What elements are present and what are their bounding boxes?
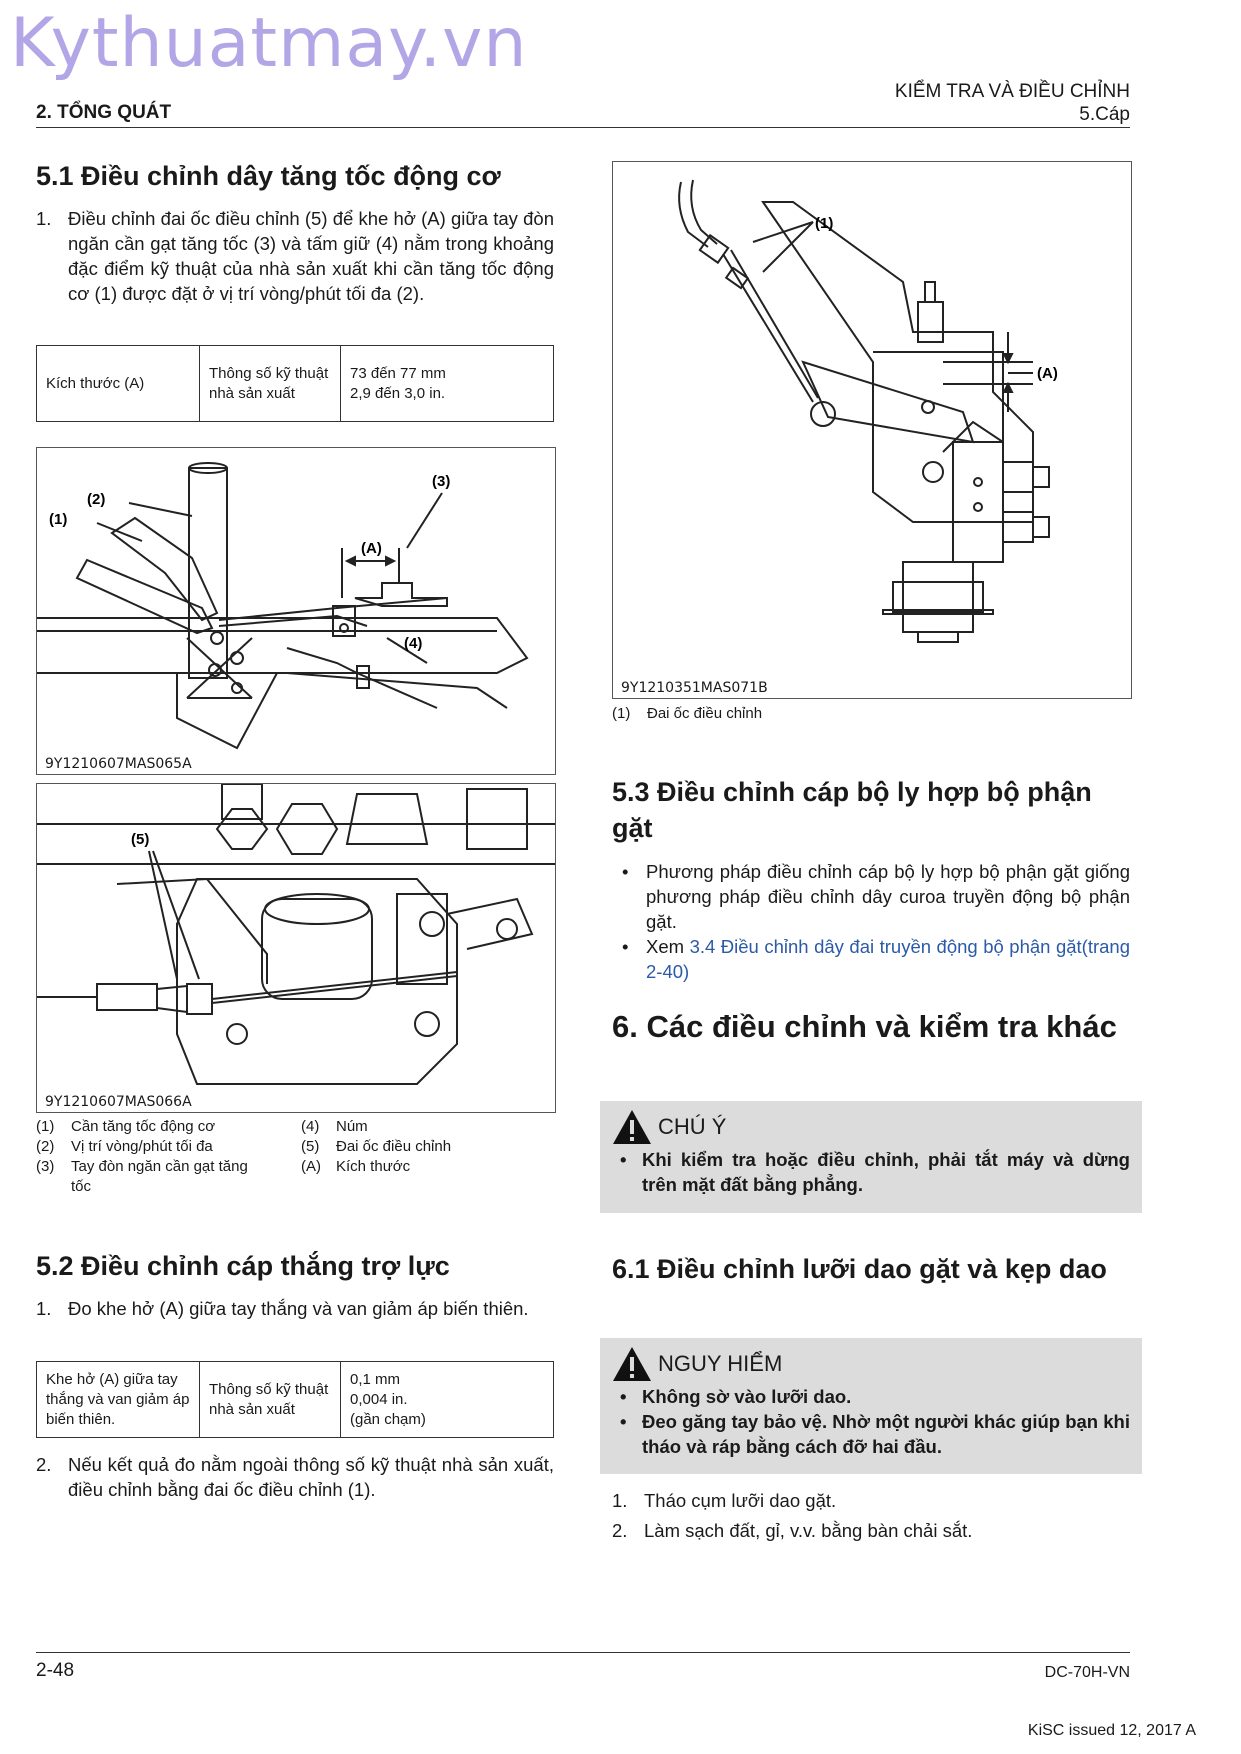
spec-value-note: (gần chạm)	[350, 1410, 426, 1428]
caption-num: (3)	[36, 1158, 55, 1175]
danger-triangle-icon	[612, 1346, 652, 1382]
figure-code: 9Y1210607MAS065A	[45, 756, 192, 772]
caption-num: (A)	[301, 1158, 321, 1175]
section-5-2-step-1	[36, 1296, 554, 1321]
step-text: Tháo cụm lưỡi dao gặt.	[644, 1490, 837, 1511]
warning-triangle-icon	[612, 1109, 652, 1145]
caption-num: (4)	[301, 1118, 320, 1135]
section-5-2-step-2	[36, 1452, 554, 1502]
cross-reference-link[interactable]: 3.4 Điều chỉnh dây đai truyền động bộ phận gặt(trang 2-40)	[646, 936, 1130, 982]
caption-text: Kích thước	[336, 1158, 411, 1175]
caption-text: Cần tăng tốc động cơ	[71, 1118, 216, 1135]
caution-header	[600, 1101, 1142, 1145]
spec-label: Khe hở (A) giữa tay thắng và van giảm áp biến thiên.	[37, 1362, 200, 1438]
caption-num: (5)	[301, 1138, 320, 1155]
step-number: 1.	[36, 208, 52, 229]
figure-code: 9Y1210607MAS066A	[45, 1094, 192, 1110]
caution-title: CHÚ Ý	[658, 1114, 727, 1139]
spec-source: Thông số kỹ thuật nhà sản xuất	[200, 346, 341, 422]
callout-5: (5)	[131, 831, 150, 848]
spec-value-imperial: 2,9 đến 3,0 in.	[350, 384, 446, 402]
callout-1: (1)	[49, 511, 68, 528]
page-number: 2-48	[36, 1660, 75, 1681]
caption-num: (2)	[36, 1138, 55, 1155]
step-text: Đo khe hở (A) giữa tay thắng và van giảm áp biến thiên.	[68, 1298, 529, 1319]
figure-adjusting-nut	[36, 783, 556, 1113]
step-text: Làm sạch đất, gỉ, v.v. bằng bàn chải sắt.	[644, 1520, 973, 1541]
watermark-logo: Kythuatmay.vn	[10, 4, 528, 83]
step-number: 2.	[36, 1454, 52, 1475]
callout-2: (2)	[87, 491, 106, 508]
adjusting-nut-drawing	[37, 784, 555, 1112]
figure-captions	[36, 1117, 554, 1197]
bullet-prefix: Xem	[646, 936, 690, 957]
caption-text: Đai ốc điều chỉnh	[647, 705, 763, 722]
section-5-2-title: 5.2 Điều chỉnh cáp thắng trợ lực	[36, 1251, 450, 1281]
brake-valve-drawing	[613, 162, 1131, 698]
step-text: Nếu kết quả đo nằm ngoài thông số kỹ thuật nhà sản xuất, điều chỉnh bằng đai ốc điều chỉnh (1).	[68, 1454, 554, 1500]
section-6-1-step-1	[612, 1488, 1130, 1513]
spec-value-imperial: 0,004 in.	[350, 1390, 408, 1408]
spec-value-metric: 0,1 mm	[350, 1370, 401, 1388]
header-section-title: KIỂM TRA VÀ ĐIỀU CHỈNH	[894, 81, 1130, 102]
bullet-item: • Phương pháp điều chỉnh cáp bộ ly hợp bộ phận gặt giống phương pháp điều chỉnh dây curoa truyền động bộ phận gặt.	[612, 859, 1130, 934]
caution-box	[600, 1101, 1142, 1213]
caution-item: • Khi kiểm tra hoặc điều chỉnh, phải tắt máy và dừng trên mặt đất bằng phẳng.	[600, 1147, 1130, 1197]
figure-brake-valve	[612, 161, 1132, 699]
section-5-1-step-1	[36, 206, 554, 306]
section-5-1-title: 5.1 Điều chỉnh dây tăng tốc động cơ	[36, 161, 501, 191]
spec-table-brake	[36, 1361, 554, 1438]
danger-item: • Không sờ vào lưỡi dao.	[600, 1384, 1130, 1409]
section-5-3-bullets	[612, 859, 1130, 984]
step-number: 1.	[36, 1298, 52, 1319]
section-5-3-title: 5.3 Điều chỉnh cáp bộ ly hợp bộ phận gặt	[612, 777, 1092, 843]
throttle-lever-drawing	[37, 448, 555, 774]
footer-rule	[36, 1652, 1130, 1653]
header-section	[895, 80, 1130, 126]
step-number: 1.	[612, 1490, 628, 1511]
callout-A: (A)	[361, 540, 382, 557]
figure-throttle-lever	[36, 447, 556, 775]
caption-text: Đai ốc điều chỉnh	[336, 1138, 452, 1155]
callout-4: (4)	[404, 635, 423, 652]
step-text: Điều chỉnh đai ốc điều chỉnh (5) để khe hở (A) giữa tay đòn ngăn cần gạt tăng tốc (3) và tấm giữ (4) nằm trong khoảng đặc điểm kỹ thuật của nhà sản xuất khi cần tăng tốc động cơ (1) được đặt ở vị trí vòng/phút tối đa (2).	[68, 208, 554, 304]
danger-box	[600, 1338, 1142, 1474]
figure-brake-caption	[612, 704, 1130, 726]
spec-value-metric: 73 đến 77 mm	[350, 364, 446, 382]
callout-1: (1)	[815, 215, 834, 232]
section-6-1-step-2	[612, 1518, 1130, 1543]
spec-label: Kích thước (A)	[37, 346, 200, 422]
caption-text: Núm	[336, 1118, 368, 1135]
spec-source: Thông số kỹ thuật nhà sản xuất	[200, 1362, 341, 1438]
section-6-1-title: 6.1 Điều chỉnh lưỡi dao gặt và kẹp dao	[612, 1254, 1107, 1284]
spec-value	[341, 346, 554, 422]
caption-text: Vị trí vòng/phút tối đa	[71, 1138, 213, 1155]
section-6-title: 6. Các điều chỉnh và kiểm tra khác	[612, 1009, 1117, 1044]
step-number: 2.	[612, 1520, 628, 1541]
header-rule	[36, 127, 1130, 128]
callout-A: (A)	[1037, 365, 1058, 382]
caption-num: (1)	[612, 705, 631, 722]
danger-title: NGUY HIỂM	[658, 1351, 783, 1376]
figure-code: 9Y1210351MAS071B	[621, 680, 768, 696]
bullet-item	[612, 934, 1130, 984]
document-code: DC-70H-VN	[1044, 1664, 1130, 1681]
spec-table-throttle	[36, 345, 554, 422]
header-section-sub: 5.Cáp	[1079, 104, 1130, 125]
caption-num: (1)	[36, 1118, 55, 1135]
caption-text: Tay đòn ngăn cần gạt tăng tốc	[71, 1158, 248, 1195]
spec-value	[341, 1362, 554, 1438]
callout-3: (3)	[432, 473, 451, 490]
issue-note: KiSC issued 12, 2017 A	[1027, 1722, 1196, 1739]
danger-header	[600, 1338, 1142, 1382]
header-chapter: 2. TỔNG QUÁT	[36, 102, 172, 123]
danger-item: • Đeo găng tay bảo vệ. Nhờ một người khác giúp bạn khi tháo và ráp bằng cách đỡ hai đầu.	[600, 1409, 1130, 1459]
